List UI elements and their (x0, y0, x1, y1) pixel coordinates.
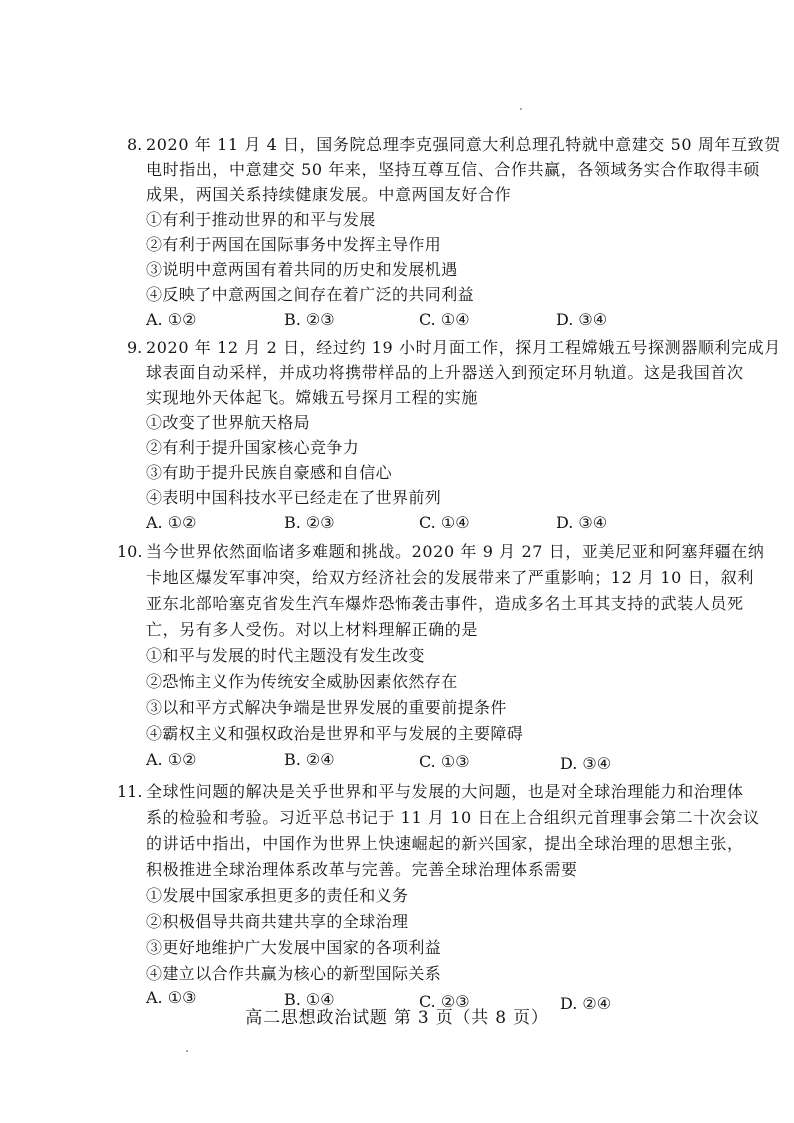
question-stem-line: 系的检验和考验。习近平总书记于 11 月 10 日在上合组织元首理事会第二十次会议 (146, 808, 760, 827)
answer-option-c[interactable]: C. ①④ (419, 513, 470, 532)
statement-choice: ③更好地维护广大发展中国家的各项利益 (146, 938, 442, 957)
statement-choice: ①改变了世界航天格局 (146, 413, 311, 432)
statement-choice: ②恐怖主义作为传统安全威胁因素依然存在 (146, 672, 458, 691)
answer-option-c[interactable]: C. ②③ (419, 992, 470, 1011)
answer-option-d[interactable]: D. ②④ (560, 994, 612, 1013)
question-stem-line: 2020 年 11 月 4 日，国务院总理李克强同意大利总理孔特就中意建交 50 周年互致贺 (146, 135, 781, 154)
statement-choice: ①和平与发展的时代主题没有发生改变 (146, 646, 425, 665)
question-stem-line: 成果，两国关系持续健康发展。中意两国友好合作 (146, 185, 512, 204)
scan-speck (520, 108, 522, 110)
question-stem-line: 电时指出，中意建交 50 年来，坚持互尊互信、合作共赢，各领域务实合作取得丰硕 (146, 160, 760, 179)
statement-choice: ④表明中国科技水平已经走在了世界前列 (146, 488, 442, 507)
statement-choice: ③说明中意两国有着共同的历史和发展机遇 (146, 260, 458, 279)
question-stem-line: 球表面自动采样，并成功将携带样品的上升器送入到预定环月轨道。这是我国首次 (146, 363, 744, 382)
answer-option-b[interactable]: B. ②④ (284, 750, 335, 769)
question-stem-line: 当今世界依然面临诸多难题和挑战。2020 年 9 月 27 日，亚美尼亚和阿塞拜疆在纳 (146, 542, 765, 561)
answer-option-a[interactable]: A. ①③ (146, 988, 197, 1007)
statement-choice: ①有利于推动世界的和平与发展 (146, 210, 376, 229)
answer-option-d[interactable]: D. ③④ (556, 513, 608, 532)
question-number: 10. (117, 542, 143, 561)
answer-option-d[interactable]: D. ③④ (560, 754, 612, 773)
statement-choice: ②有利于两国在国际事务中发挥主导作用 (146, 235, 442, 254)
question-stem-line: 亚东北部哈塞克省发生汽车爆炸恐怖袭击事件，造成多名土耳其支持的武装人员死 (146, 594, 744, 613)
answer-option-a[interactable]: A. ①② (146, 310, 197, 329)
question-number: 8. (127, 135, 143, 154)
question-number: 9. (127, 338, 143, 357)
question-stem-line: 实现地外天体起飞。嫦娥五号探月工程的实施 (146, 388, 479, 407)
question-stem-line: 亡，另有多人受伤。对以上材料理解正确的是 (146, 620, 479, 639)
statement-choice: ③以和平方式解决争端是世界发展的重要前提条件 (146, 698, 507, 717)
question-stem-line: 的讲话中指出，中国作为世界上快速崛起的新兴国家，提出全球治理的思想主张， (146, 834, 744, 853)
statement-choice: ④霸权主义和强权政治是世界和平与发展的主要障碍 (146, 724, 524, 743)
answer-option-c[interactable]: C. ①④ (419, 310, 470, 329)
page-footer: 高二思想政治试题 第 3 页（共 8 页） (245, 1008, 549, 1028)
question-stem-line: 积极推进全球治理体系改革与完善。完善全球治理体系需要 (146, 860, 578, 879)
answer-option-b[interactable]: B. ①④ (284, 990, 335, 1009)
answer-option-b[interactable]: B. ②③ (284, 513, 335, 532)
answer-option-b[interactable]: B. ②③ (284, 310, 335, 329)
statement-choice: ②积极倡导共商共建共享的全球治理 (146, 912, 409, 931)
answer-option-a[interactable]: A. ①② (146, 750, 197, 769)
scan-speck (186, 1050, 188, 1052)
answer-option-a[interactable]: A. ①② (146, 513, 197, 532)
answer-option-c[interactable]: C. ①③ (419, 752, 470, 771)
statement-choice: ④反映了中意两国之间存在着广泛的共同利益 (146, 285, 475, 304)
statement-choice: ④建立以合作共赢为核心的新型国际关系 (146, 964, 442, 983)
statement-choice: ③有助于提升民族自豪感和自信心 (146, 463, 393, 482)
statement-choice: ①发展中国家承担更多的责任和义务 (146, 886, 409, 905)
question-stem-line: 卡地区爆发军事冲突，给双方经济社会的发展带来了严重影响；12 月 10 日，叙利 (146, 568, 754, 587)
statement-choice: ②有利于提升国家核心竞争力 (146, 438, 360, 457)
answer-option-d[interactable]: D. ③④ (556, 310, 608, 329)
question-stem-line: 全球性问题的解决是关乎世界和平与发展的大问题，也是对全球治理能力和治理体 (146, 782, 744, 801)
question-number: 11. (117, 782, 143, 801)
question-stem-line: 2020 年 12 月 2 日，经过约 19 小时月面工作，探月工程嫦娥五号探测器顺利完成月 (146, 338, 781, 357)
